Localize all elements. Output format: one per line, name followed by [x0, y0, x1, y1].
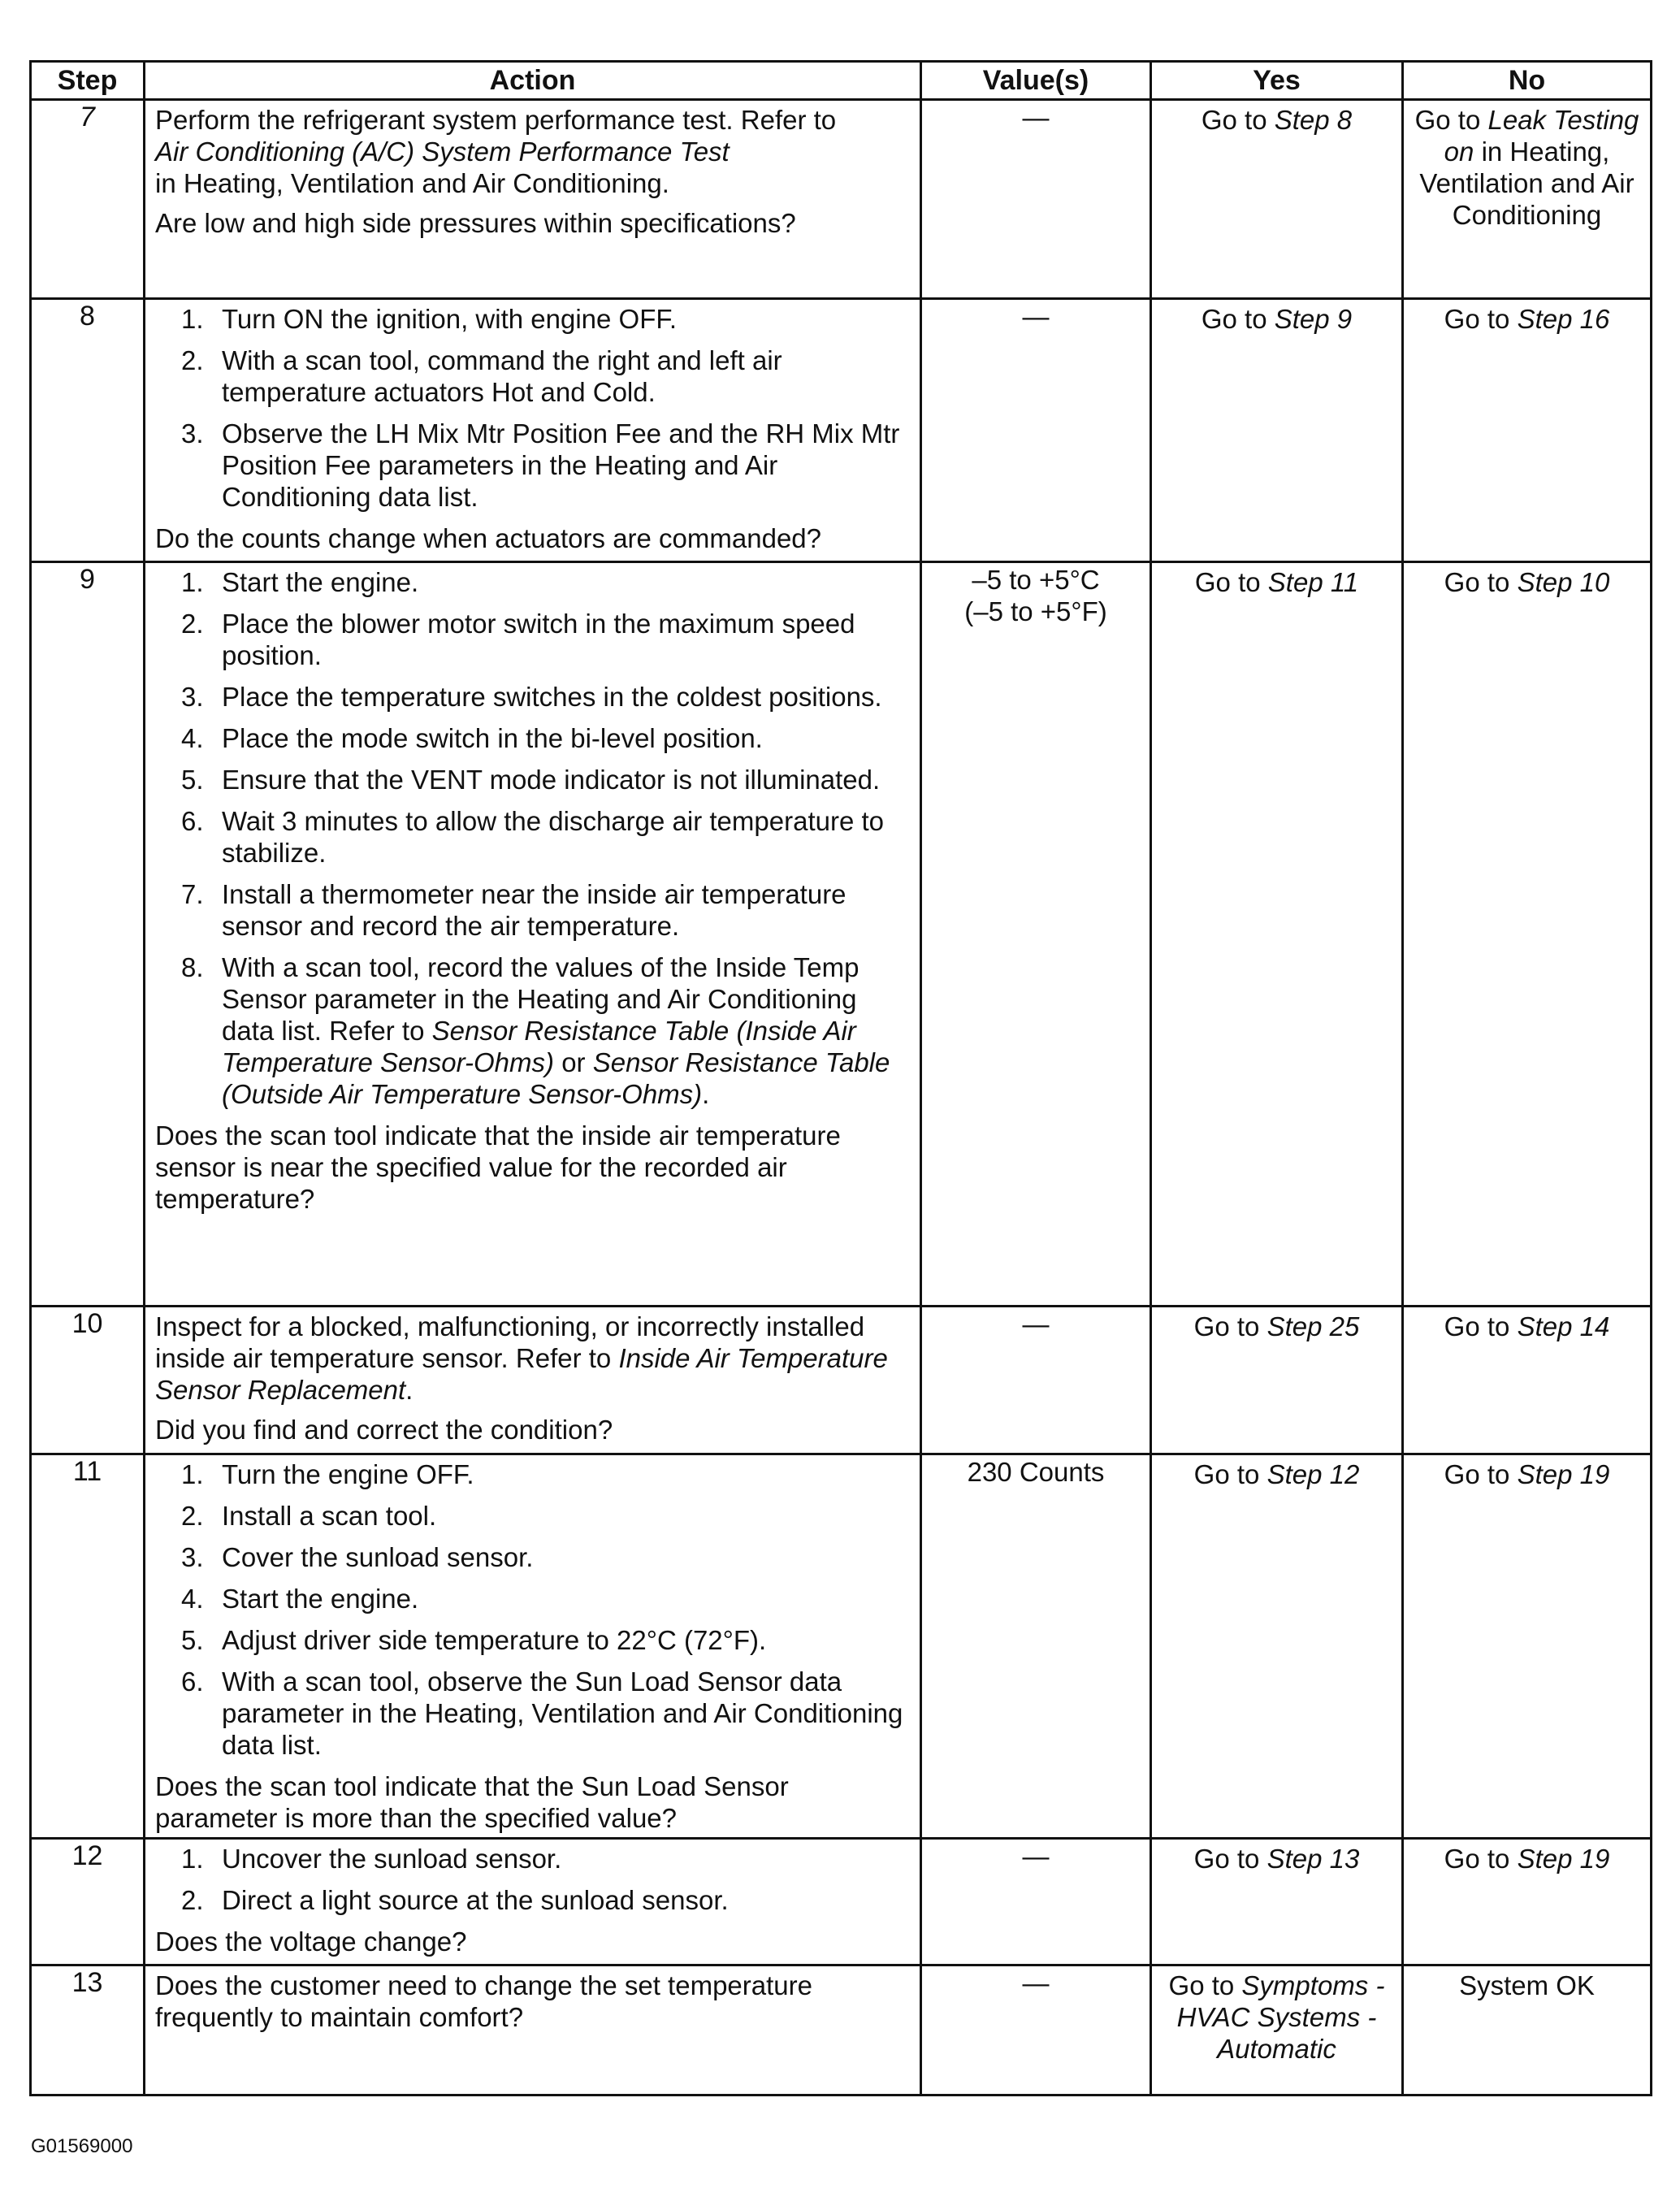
list-item	[155, 805, 911, 869]
list-item-text: Wait 3 minutes to allow the discharge air temperature to stabilize.	[222, 806, 884, 868]
list-item	[155, 722, 911, 754]
list-item	[155, 878, 911, 942]
header-no: No	[1403, 62, 1652, 100]
list-item-number: 5.	[181, 765, 204, 795]
list-item-text: Start the engine.	[222, 1584, 419, 1614]
list-item	[155, 1500, 911, 1532]
list-item	[155, 1541, 911, 1573]
no-cell	[1403, 562, 1652, 1307]
list-item	[155, 1884, 911, 1916]
reference-link[interactable]: Sensor Resistance Table (Inside Air Temperature Sensor-Ohms)	[222, 1016, 856, 1077]
action-text-part: .	[405, 1375, 414, 1405]
action-cell	[145, 1839, 921, 1965]
action-steps	[155, 1458, 911, 1761]
action-text-part: in Heating, Ventilation and Air Conditioning.	[155, 168, 669, 198]
list-item-number: 4.	[181, 723, 204, 753]
value-cell	[921, 562, 1151, 1307]
goto-step-link[interactable]: Step 10	[1517, 567, 1610, 597]
table-row-step-8	[31, 299, 1652, 562]
list-item-text: Ensure that the VENT mode indicator is not illuminated.	[222, 765, 881, 795]
list-item-number: 2.	[181, 345, 204, 375]
goto-text: in Heating, Ventilation and Air Conditioning	[1419, 137, 1635, 230]
no-cell	[1403, 1307, 1652, 1454]
action-question: Does the scan tool indicate that the inside air temperature sensor is near the specified value for the recorded air temperature?	[155, 1120, 841, 1214]
goto-label: Go to	[1444, 1844, 1510, 1874]
action-cell	[145, 299, 921, 562]
goto-step-link[interactable]: Step 8	[1274, 105, 1353, 135]
action-text-part: Inspect for a blocked, malfunctioning, or incorrectly installed inside air temperature sensor. Refer to	[155, 1311, 865, 1373]
no-cell	[1403, 1839, 1652, 1965]
list-item-text: Install a scan tool.	[222, 1501, 437, 1531]
goto-label: Go to	[1201, 105, 1267, 135]
list-item-number: 2.	[181, 1885, 204, 1915]
reference-link[interactable]: Symptoms - HVAC Systems - Automatic	[1176, 1970, 1385, 2064]
yes-cell	[1151, 1454, 1403, 1839]
table-row-step-10	[31, 1307, 1652, 1454]
goto-label: Go to	[1193, 1459, 1260, 1489]
yes-cell	[1151, 1307, 1403, 1454]
list-item-number: 3.	[181, 682, 204, 712]
reference-link[interactable]: Sensor Resistance Table (Outside Air Temperature Sensor-Ohms)	[222, 1047, 890, 1109]
figure-code: G01569000	[31, 2135, 133, 2157]
header-action: Action	[145, 62, 921, 100]
list-item-text: Observe the LH Mix Mtr Position Fee and the RH Mix Mtr Position Fee parameters in the Heating and Air Conditioning data list.	[222, 418, 900, 512]
list-item-text: or	[561, 1047, 586, 1077]
list-item	[155, 951, 911, 1110]
goto-label: Go to	[1444, 1459, 1510, 1489]
action-cell	[145, 1307, 921, 1454]
value-fahrenheit: (–5 to +5°F)	[964, 596, 1107, 626]
yes-cell	[1151, 1965, 1403, 2095]
list-item-text: Place the temperature switches in the coldest positions.	[222, 682, 882, 712]
list-item-text: Direct a light source at the sunload sensor.	[222, 1885, 729, 1915]
action-text-part: Perform the refrigerant system performance test. Refer to	[155, 105, 837, 135]
value-cell: 230 Counts	[921, 1454, 1151, 1839]
list-item	[155, 1583, 911, 1614]
action-text	[155, 104, 911, 199]
table-row-step-9	[31, 562, 1652, 1307]
goto-step-link[interactable]: Step 12	[1266, 1459, 1360, 1489]
goto-label: Go to	[1414, 105, 1481, 135]
list-item-number: 3.	[181, 1542, 204, 1572]
list-item-text: Cover the sunload sensor.	[222, 1542, 534, 1572]
step-number: 10	[31, 1307, 145, 1454]
goto-step-link[interactable]: Step 19	[1517, 1844, 1610, 1874]
list-item-text: .	[702, 1079, 710, 1109]
goto-label: Go to	[1444, 304, 1510, 334]
header-value: Value(s)	[921, 62, 1151, 100]
yes-cell	[1151, 1839, 1403, 1965]
list-item-number: 3.	[181, 418, 204, 449]
goto-step-link[interactable]: Step 14	[1517, 1311, 1610, 1341]
table-row-step-12	[31, 1839, 1652, 1965]
no-cell	[1403, 1454, 1652, 1839]
list-item-text: Uncover the sunload sensor.	[222, 1844, 562, 1874]
step-number: 9	[31, 562, 145, 1307]
table-row-step-13	[31, 1965, 1652, 2095]
step-number: 12	[31, 1839, 145, 1965]
value-cell: —	[921, 299, 1151, 562]
list-item-number: 7.	[181, 879, 204, 909]
list-item	[155, 345, 911, 408]
action-cell	[145, 100, 921, 299]
header-step: Step	[31, 62, 145, 100]
list-item	[155, 1458, 911, 1490]
diagnostic-table	[29, 60, 1652, 2096]
goto-step-link[interactable]: Step 11	[1267, 567, 1359, 597]
action-question: Do the counts change when actuators are commanded?	[155, 523, 822, 553]
action-cell	[145, 1454, 921, 1839]
value-cell: —	[921, 1307, 1151, 1454]
header-yes: Yes	[1151, 62, 1403, 100]
goto-label: Go to	[1194, 567, 1261, 597]
list-item	[155, 681, 911, 713]
list-item-number: 1.	[181, 1844, 204, 1874]
yes-cell	[1151, 562, 1403, 1307]
yes-cell	[1151, 100, 1403, 299]
list-item-text: With a scan tool, command the right and left air temperature actuators Hot and Cold.	[222, 345, 782, 407]
list-item-text: Place the mode switch in the bi-level position.	[222, 723, 763, 753]
no-cell	[1403, 100, 1652, 299]
no-cell	[1403, 299, 1652, 562]
value-cell: —	[921, 1965, 1151, 2095]
list-item-number: 6.	[181, 1666, 204, 1697]
goto-label: Go to	[1193, 1844, 1260, 1874]
value-cell: —	[921, 1839, 1151, 1965]
list-item	[155, 1624, 911, 1656]
goto-label: Go to	[1444, 1311, 1510, 1341]
list-item-number: 1.	[181, 304, 204, 334]
action-cell	[145, 1965, 921, 2095]
reference-link[interactable]: Air Conditioning (A/C) System Performance Test	[155, 137, 730, 167]
goto-step-link[interactable]: Step 9	[1274, 304, 1353, 334]
reference-link[interactable]: Leak Testing on	[1444, 105, 1639, 167]
goto-step-link[interactable]: Step 19	[1517, 1459, 1610, 1489]
list-item-text: Turn the engine OFF.	[222, 1459, 474, 1489]
list-item-number: 5.	[181, 1625, 204, 1655]
list-item-text: Place the blower motor switch in the maximum speed position.	[222, 609, 855, 670]
goto-step-link[interactable]: Step 25	[1266, 1311, 1360, 1341]
value-celsius: –5 to +5°C	[972, 565, 1100, 595]
list-item-number: 2.	[181, 609, 204, 639]
goto-step-link[interactable]: Step 13	[1266, 1844, 1360, 1874]
action-steps	[155, 303, 911, 513]
action-question: Did you find and correct the condition?	[155, 1415, 613, 1445]
list-item-text: Start the engine.	[222, 567, 419, 597]
list-item-text: Adjust driver side temperature to 22°C (72°F).	[222, 1625, 767, 1655]
list-item-number: 4.	[181, 1584, 204, 1614]
list-item	[155, 303, 911, 335]
action-question: Are low and high side pressures within specifications?	[155, 208, 796, 238]
list-item-text: With a scan tool, record the values of the Inside Temp Sensor parameter in the Heating and Air Conditioning data list. Refer to	[222, 952, 859, 1046]
table-row-step-11	[31, 1454, 1652, 1839]
goto-label: Go to	[1201, 304, 1267, 334]
list-item	[155, 566, 911, 598]
list-item-number: 8.	[181, 952, 204, 982]
list-item	[155, 608, 911, 671]
list-item	[155, 764, 911, 795]
step-number: 13	[31, 1965, 145, 2095]
action-text	[155, 1311, 911, 1406]
list-item	[155, 418, 911, 513]
action-question: Does the voltage change?	[155, 1926, 467, 1957]
step-number: 7	[31, 100, 145, 299]
action-question: Does the customer need to change the set temperature frequently to maintain comfort?	[155, 1970, 812, 2032]
reference-link[interactable]: Inside Air Temperature Sensor Replacement	[155, 1343, 888, 1405]
list-item-number: 2.	[181, 1501, 204, 1531]
list-item-text: Turn ON the ignition, with engine OFF.	[222, 304, 678, 334]
action-question: Does the scan tool indicate that the Sun Load Sensor parameter is more than the specified value?	[155, 1771, 789, 1833]
header-row	[31, 62, 1652, 100]
action-steps	[155, 1843, 911, 1916]
list-item-number: 6.	[181, 806, 204, 836]
list-item-number: 1.	[181, 567, 204, 597]
list-item	[155, 1666, 911, 1761]
goto-label: Go to	[1444, 567, 1510, 597]
action-cell	[145, 562, 921, 1307]
step-number: 8	[31, 299, 145, 562]
list-item-text: With a scan tool, observe the Sun Load Sensor data parameter in the Heating, Ventilation and Air Conditioning data list.	[222, 1666, 903, 1760]
list-item	[155, 1843, 911, 1874]
yes-cell	[1151, 299, 1403, 562]
goto-step-link[interactable]: Step 16	[1517, 304, 1610, 334]
list-item-text: Install a thermometer near the inside air temperature sensor and record the air temperature.	[222, 879, 846, 941]
goto-label: Go to	[1193, 1311, 1260, 1341]
goto-label: Go to	[1168, 1970, 1235, 2000]
table-row-step-7	[31, 100, 1652, 299]
action-steps	[155, 566, 911, 1110]
no-cell: System OK	[1403, 1965, 1652, 2095]
list-item-number: 1.	[181, 1459, 204, 1489]
step-number: 11	[31, 1454, 145, 1839]
value-cell: —	[921, 100, 1151, 299]
